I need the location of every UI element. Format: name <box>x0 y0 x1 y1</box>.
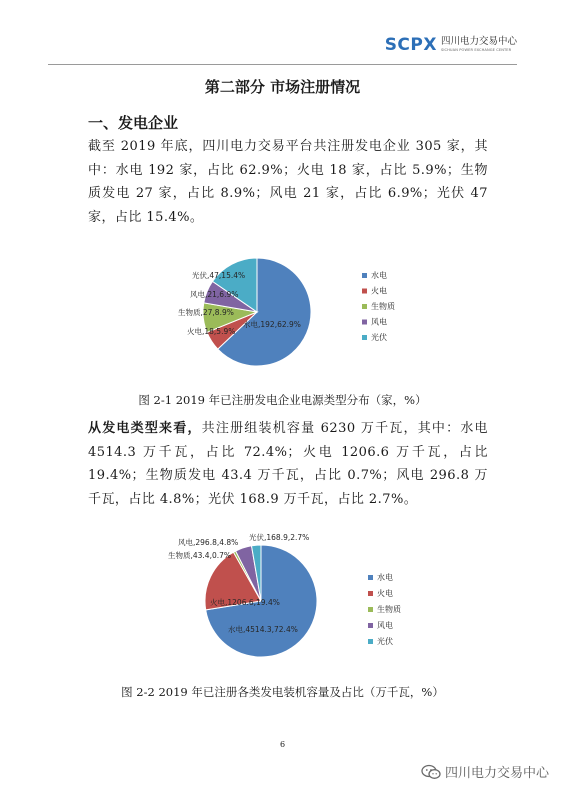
subsection-title: 一、发电企业 <box>88 114 179 132</box>
logo-mark: SCPX <box>384 35 437 55</box>
legend-label-水电: 水电 <box>377 573 393 582</box>
legend-label-火电: 火电 <box>371 286 387 296</box>
paragraph-lead: 从发电类型来看， <box>88 421 202 436</box>
legend-swatch-风电 <box>368 623 373 628</box>
paragraph-capacity-text: 共注册组装机容量 6230 万千瓦，其中：水电 4514.3 万千瓦，占比 72.4%；火电 1206.6 万千瓦，占比 19.4%；生物质发电 43.4 万千瓦，占比 0.7%；风电 296.8 万千瓦，占比 4.8%；光伏 168.9 万千瓦，占比 2.7%。 <box>88 421 489 507</box>
wechat-watermark <box>421 762 549 781</box>
legend-label-光伏: 光伏 <box>377 637 393 646</box>
data-label-生物质: 生物质,43.4,0.7% <box>168 551 232 560</box>
pie-chart-2-svg <box>150 528 460 668</box>
data-label-火电: 火电,1206.6,19.4% <box>210 598 280 607</box>
pie-chart-1-svg <box>150 250 460 375</box>
legend-swatch-风电 <box>362 320 367 325</box>
legend-label-生物质: 生物质 <box>371 302 395 311</box>
logo-chinese-name: 四川电力交易中心 <box>440 36 517 47</box>
page-number: 6 <box>279 740 286 749</box>
data-label-水电: 水电,192,62.9% <box>243 320 301 329</box>
figure-caption-2-2: 图 2-2 2019 年已注册各类发电装机容量及占比（万千瓦，%） <box>121 685 444 699</box>
legend-label-生物质: 生物质 <box>377 605 401 614</box>
data-label-火电: 火电,18,5.9% <box>187 327 236 336</box>
legend-label-风电: 风电 <box>371 317 387 327</box>
paragraph-capacity <box>88 417 488 511</box>
legend-swatch-水电 <box>368 575 373 580</box>
data-label-光伏: 光伏,168.9,2.7% <box>249 533 310 542</box>
pie-chart-enterprise-types <box>150 250 460 375</box>
paragraph-registration: 截至 2019 年底，四川电力交易平台共注册发电企业 305 家，其中：水电 192 家，占比 62.9%；火电 18 家，占比 5.9%；生物质发电 27 家，占比 8.9%；风电 21 家，占比 6.9%；光伏 47 家，占比 15.4%。 <box>88 139 488 225</box>
data-label-水电: 水电,4514.3,72.4% <box>228 625 298 634</box>
logo-english-name: SICHUAN POWER EXCHANGE CENTER <box>440 48 512 52</box>
legend-swatch-水电 <box>362 273 367 278</box>
data-label-风电: 风电,296.8,4.8% <box>178 538 239 547</box>
legend-swatch-生物质 <box>368 607 373 612</box>
pie-chart-capacity <box>150 528 460 668</box>
scpx-logo <box>385 36 517 54</box>
watermark-text: 四川电力交易中心 <box>444 766 549 781</box>
data-label-光伏: 光伏,47,15.4% <box>192 271 246 280</box>
figure-caption-2-1: 图 2-1 2019 年已注册发电企业电源类型分布（家，%） <box>138 393 427 407</box>
logo-text <box>441 36 517 53</box>
legend-label-光伏: 光伏 <box>371 333 387 342</box>
legend-swatch-火电 <box>362 289 367 294</box>
data-label-生物质: 生物质,27,8.9% <box>178 308 234 317</box>
legend-swatch-生物质 <box>362 304 367 309</box>
legend-label-风电: 风电 <box>377 621 393 630</box>
legend-label-水电: 水电 <box>371 271 387 280</box>
legend-swatch-火电 <box>368 591 373 596</box>
section-title: 第二部分 市场注册情况 <box>204 78 361 96</box>
legend-swatch-光伏 <box>362 335 367 340</box>
legend-swatch-光伏 <box>368 639 373 644</box>
data-label-风电: 风电,21,6.9% <box>190 290 239 299</box>
page-header <box>48 0 517 65</box>
wechat-icon <box>421 764 441 780</box>
legend-label-火电: 火电 <box>377 589 393 598</box>
